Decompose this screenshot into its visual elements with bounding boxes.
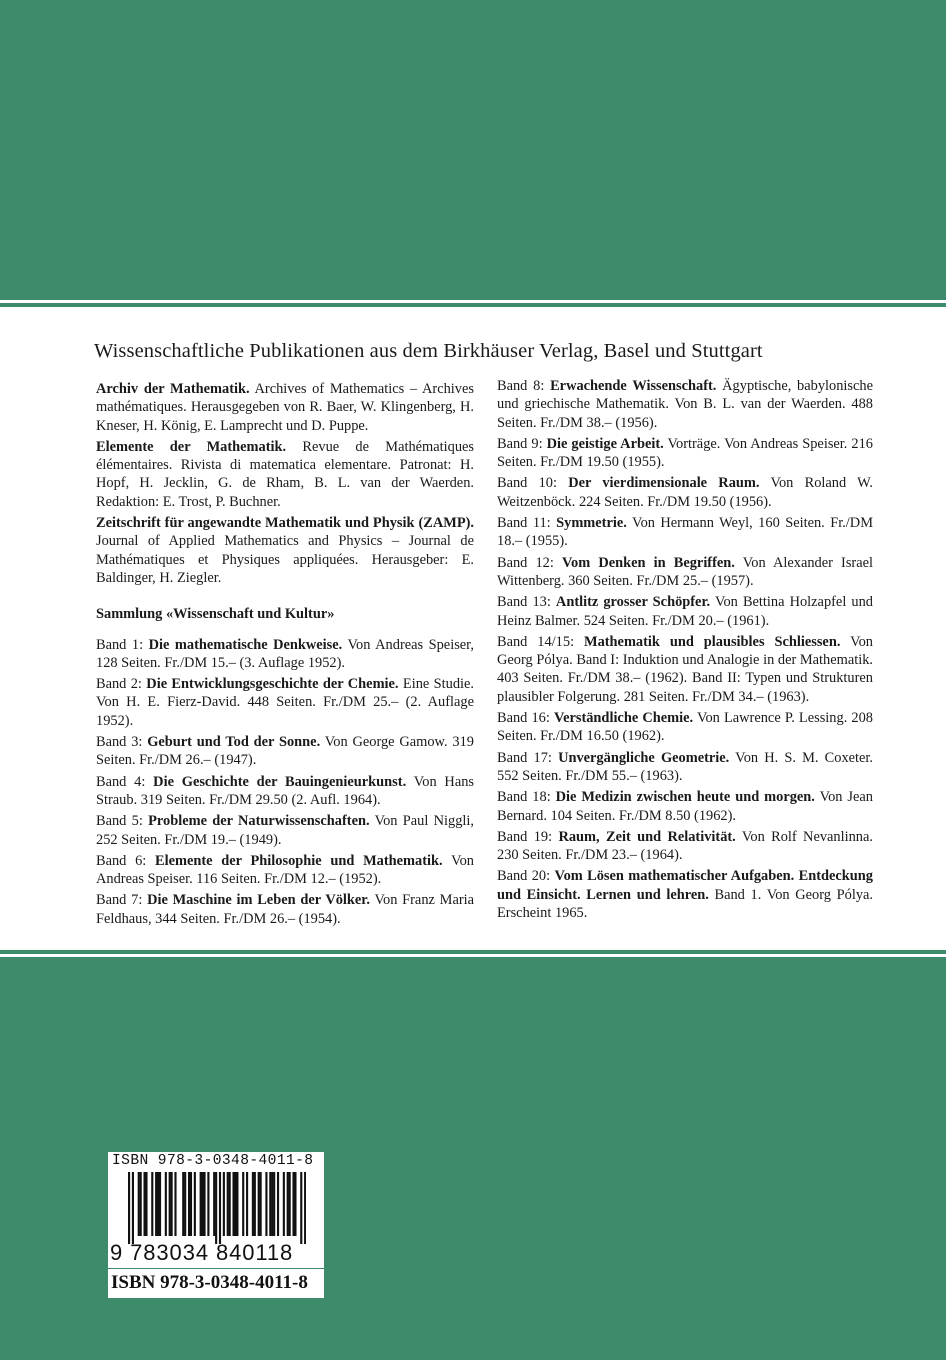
barcode-bar: [269, 1172, 271, 1236]
barcode-bar: [215, 1172, 217, 1244]
barcode-bar: [138, 1172, 140, 1236]
barcode-bar: [219, 1172, 221, 1244]
barcode-bar: [155, 1172, 157, 1236]
band-number: Band 6:: [96, 852, 155, 869]
journal-text: Archives of Mathematics – Archives mathématiques. Herausgegeben von R. Baer, W. Klingenberg, H. Kneser, H. König, E. Lamprecht und D. Puppe.: [96, 381, 474, 434]
band-text: Von H. S. M. Coxeter. 552 Seiten. Fr./DM 55.– (1963).: [497, 749, 874, 784]
band-title: Die Maschine im Leben der Völker.: [147, 892, 370, 909]
barcode-bar: [271, 1172, 273, 1236]
journal-title: Elemente der Mathematik.: [96, 438, 287, 455]
band-entry: [96, 636, 474, 673]
band-text: Von Roland W. Weitzenböck. 224 Seiten. Fr./DM 19.50 (1956).: [497, 475, 873, 510]
band-title: Die Medizin zwischen heute und morgen.: [555, 789, 815, 806]
band-title: Vom Lösen mathematischer Aufgaben. Entdeckung und Einsicht. Lernen und lehren.: [497, 868, 873, 903]
band-text: Von Lawrence P. Lessing. 208 Seiten. Fr./DM 16.50 (1962).: [497, 710, 873, 745]
band-number: Band 1:: [96, 636, 149, 653]
band-text: Von Georg Pólya. Band I: Induktion und Analogie in der Mathematik. 403 Seiten. Fr./DM 38.– (1962). Band II: Typen und Strukturen plausibler Folgerung. 281 Seiten. Fr./DM 34.– (1963).: [497, 633, 873, 705]
band-entry: [497, 867, 873, 922]
barcode-bar: [300, 1172, 302, 1244]
page-heading: Wissenschaftliche Publikationen aus dem Birkhäuser Verlag, Basel und Stuttgart: [94, 340, 763, 362]
barcode-bar: [207, 1172, 209, 1236]
barcode-bar: [132, 1172, 134, 1244]
band-text: Band 1. Von Georg Pólya. Erscheint 1965.: [497, 886, 873, 922]
barcode-bar: [289, 1172, 291, 1236]
band-entry: [497, 514, 873, 551]
journal-title: Archiv der Mathematik.: [96, 381, 250, 397]
band-entry: [96, 733, 474, 770]
band-title: Unvergängliche Geometrie.: [558, 749, 730, 766]
band-title: Die mathematische Denkweise.: [148, 636, 343, 653]
barcode-bar: [184, 1172, 186, 1236]
band-number: Band 9:: [497, 435, 547, 452]
barcode-bar: [252, 1172, 254, 1236]
band-title: Geburt und Tod der Sonne.: [147, 734, 321, 751]
barcode-bar: [273, 1172, 275, 1236]
band-text: Von Hans Straub. 319 Seiten. Fr./DM 29.50 (2. Aufl. 1964).: [96, 773, 475, 808]
band-text: Von Rolf Nevanlinna. 230 Seiten. Fr./DM 23.– (1964).: [497, 828, 873, 864]
band-title: Die Geschichte der Bauingenieurkunst.: [153, 773, 407, 790]
barcode-bar: [159, 1172, 161, 1236]
band-number: Band 2:: [96, 676, 147, 693]
band-text: Von Franz Maria Feldhaus, 344 Seiten. Fr./DM 26.– (1954).: [96, 892, 475, 927]
barcode-bar: [165, 1172, 167, 1236]
barcode-bar: [128, 1172, 130, 1244]
band-text: Eine Studie. Von H. E. Fierz-David. 448 Seiten. Fr./DM 25.– (2. Auflage 1952).: [96, 676, 475, 729]
band-text: Von Paul Niggli, 252 Seiten. Fr./DM 19.– (1949).: [96, 813, 474, 848]
barcode-bar: [229, 1172, 231, 1236]
band-text: Von Andreas Speiser, 128 Seiten. Fr./DM 15.– (3. Auflage 1952).: [96, 636, 474, 671]
band-entry: [497, 435, 873, 472]
band-text: Ägyptische, babylonische und griechische Mathematik. Von B. L. van der Waerden. 488 Seiten. Fr./DM 38.– (1956).: [497, 378, 873, 431]
barcode-bar: [188, 1172, 190, 1236]
band-text: Vorträge. Von Andreas Speiser. 216 Seiten. Fr./DM 19.50 (1955).: [497, 435, 874, 471]
right-column: [497, 377, 873, 925]
barcode-bar: [236, 1172, 238, 1236]
band-title: Die Entwicklungsgeschichte der Chemie.: [146, 676, 399, 693]
band-number: Band 3:: [96, 734, 148, 751]
barcode-digits: 9 783034 840118: [110, 1240, 294, 1265]
barcode-bar: [294, 1172, 296, 1236]
journal-list: [96, 380, 474, 587]
band-entry: [497, 709, 873, 746]
band-number: Band 19:: [497, 828, 559, 845]
band-list-left: [96, 636, 474, 928]
barcode-bar: [157, 1172, 159, 1236]
band-text: Von Andreas Speiser. 116 Seiten. Fr./DM 12.– (1952).: [96, 852, 475, 888]
barcode-bar: [140, 1172, 142, 1236]
band-number: Band 7:: [96, 892, 148, 909]
barcode: [108, 1152, 324, 1268]
barcode-bar: [287, 1172, 289, 1236]
barcode-bar: [304, 1172, 306, 1244]
barcode-bar: [171, 1172, 173, 1236]
band-entry: [96, 852, 474, 889]
band-entry: [497, 749, 873, 786]
band-title: Mathematik und plausibles Schliessen.: [583, 633, 841, 650]
band-entry: [497, 828, 873, 865]
barcode-bar: [203, 1172, 205, 1236]
isbn-label: ISBN 978-3-0348-4011-8: [111, 1272, 308, 1293]
band-entry: [96, 812, 474, 849]
band-title: Symmetrie.: [556, 515, 627, 532]
left-column: [96, 380, 474, 931]
top-rule-thin: [0, 300, 946, 303]
top-rule-thick: [0, 307, 946, 314]
band-number: Band 20:: [497, 868, 555, 885]
barcode-bar: [283, 1172, 285, 1236]
band-title: Antlitz grosser Schöpfer.: [555, 594, 711, 611]
band-entry: [497, 554, 873, 591]
barcode-bar: [169, 1172, 171, 1236]
band-title: Erwachende Wissenschaft.: [550, 378, 717, 394]
band-title: Die geistige Arbeit.: [546, 435, 664, 452]
bottom-rule-thin: [0, 954, 946, 957]
band-number: Band 16:: [497, 710, 554, 727]
band-entry: [96, 773, 474, 810]
band-number: Band 11:: [497, 515, 557, 532]
barcode-bar: [260, 1172, 262, 1236]
band-number: Band 8:: [497, 378, 551, 394]
band-title: Raum, Zeit und Relativität.: [558, 828, 736, 845]
isbn-label-box: [108, 1269, 324, 1298]
bottom-rule-thick: [0, 942, 946, 950]
band-entry: [497, 377, 873, 432]
barcode-bar: [234, 1172, 236, 1236]
band-text: Von George Gamow. 319 Seiten. Fr./DM 26.– (1947).: [96, 734, 474, 769]
barcode-bar: [265, 1172, 267, 1236]
barcode-bar: [200, 1172, 202, 1236]
journal-entry: [96, 438, 474, 511]
band-text: Von Alexander Israel Wittenberg. 360 Seiten. Fr./DM 25.– (1957).: [497, 554, 873, 589]
band-title: Verständliche Chemie.: [554, 710, 694, 727]
barcode-bar: [223, 1172, 225, 1236]
journal-entry: [96, 514, 474, 587]
barcode-bar: [277, 1172, 279, 1236]
band-number: Band 4:: [96, 773, 154, 790]
barcode-bar: [213, 1172, 215, 1236]
band-number: Band 18:: [497, 789, 556, 806]
barcode-bar: [194, 1172, 196, 1236]
band-text: Von Bettina Holzapfel und Heinz Balmer. 524 Seiten. Fr./DM 20.– (1961).: [497, 594, 873, 629]
barcode-bar: [174, 1172, 176, 1236]
band-entry: [497, 474, 873, 511]
barcode-bar: [190, 1172, 192, 1236]
band-text: Von Hermann Weyl, 160 Seiten. Fr./DM 18.– (1955).: [497, 515, 873, 550]
barcode-bar: [145, 1172, 147, 1236]
band-number: Band 17:: [497, 749, 559, 766]
band-title: Elemente der Philosophie und Mathematik.: [155, 852, 443, 869]
journal-text: Journal of Applied Mathematics and Physics – Journal de Mathématiques et Physiques appliquées. Herausgeber: E. Baldinger, H. Ziegler.: [96, 533, 474, 586]
barcode-bar: [182, 1172, 184, 1236]
band-title: Probleme der Naturwissenschaften.: [148, 813, 370, 830]
barcode-bar: [254, 1172, 256, 1236]
barcode-bar: [246, 1172, 248, 1236]
barcode-bar: [202, 1172, 204, 1236]
barcode-bar: [232, 1172, 234, 1236]
band-entry: [497, 788, 873, 825]
band-entry: [497, 633, 873, 706]
barcode-bar: [258, 1172, 260, 1236]
journal-text: Revue de Mathématiques élémentaires. Rivista di matematica elementare. Patronat: H. Hopf, H. Jecklin, G. de Rham, B. L. van der Waerden. Redaktion: E. Trost, P. Buchner.: [96, 438, 475, 510]
band-number: Band 14/15:: [497, 633, 584, 650]
band-title: Der vierdimensionale Raum.: [568, 475, 760, 492]
band-number: Band 10:: [497, 475, 569, 492]
band-entry: [497, 593, 873, 630]
band-number: Band 5:: [96, 813, 149, 830]
journal-title: Zeitschrift für angewandte Mathematik und Physik (ZAMP).: [96, 515, 474, 532]
band-title: Vom Denken in Begriffen.: [561, 554, 735, 571]
band-entry: [96, 675, 474, 730]
band-number: Band 13:: [497, 594, 556, 611]
barcode-bar: [143, 1172, 145, 1236]
barcode-bar: [227, 1172, 229, 1236]
journal-entry: [96, 380, 474, 435]
band-number: Band 12:: [497, 554, 562, 571]
band-entry: [96, 891, 474, 928]
barcode-bar: [292, 1172, 294, 1236]
series-title: Sammlung «Wissenschaft und Kultur»: [96, 606, 335, 623]
barcode-bar: [242, 1172, 244, 1236]
barcode-isbn-top: ISBN 978-3-0348-4011-8: [112, 1153, 314, 1169]
barcode-bar: [151, 1172, 153, 1236]
band-text: Von Jean Bernard. 104 Seiten. Fr./DM 8.50 (1962).: [497, 789, 873, 824]
